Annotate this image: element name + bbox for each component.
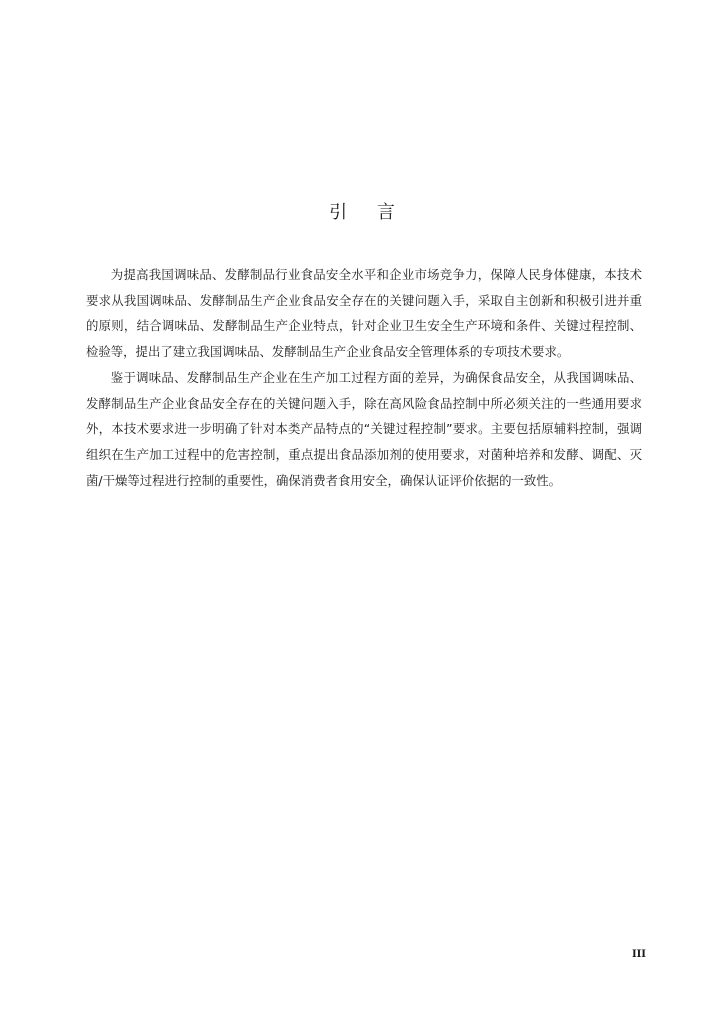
- page-title: 引 言: [329, 202, 407, 223]
- paragraph-1: 为提高我国调味品、发酵制品行业食品安全水平和企业市场竞争力，保障人民身体健康，本技术要求从我国调味品、发酵制品生产企业食品安全存在的关键问题入手，采取自主创新和积极引进并重的原则，结合调味品、发酵制品生产企业特点，针对企业卫生安全生产环境和条件、关键过程控制、检验等，提出了建立我国调味品、发酵制品生产企业食品安全管理体系的专项技术要求。: [86, 267, 642, 360]
- paragraph-2: 鉴于调味品、发酵制品生产企业在生产加工过程方面的差异，为确保食品安全，从我国调味品、发酵制品生产企业食品安全存在的关键问题入手，除在高风险食品控制中所必须关注的一些通用要求外，本技术要求进一步明确了针对本类产品特点的“关键过程控制”要求。主要包括原辅料控制，强调组织在生产加工过程中的危害控制，重点提出食品添加剂的使用要求，对菌种培养和发酵、调配、灭菌/干燥等过程进行控制的重要性，确保消费者食用安全，确保认证评价依据的一致性。: [86, 369, 642, 488]
- body-text: [86, 262, 642, 493]
- page-number: III: [631, 949, 646, 960]
